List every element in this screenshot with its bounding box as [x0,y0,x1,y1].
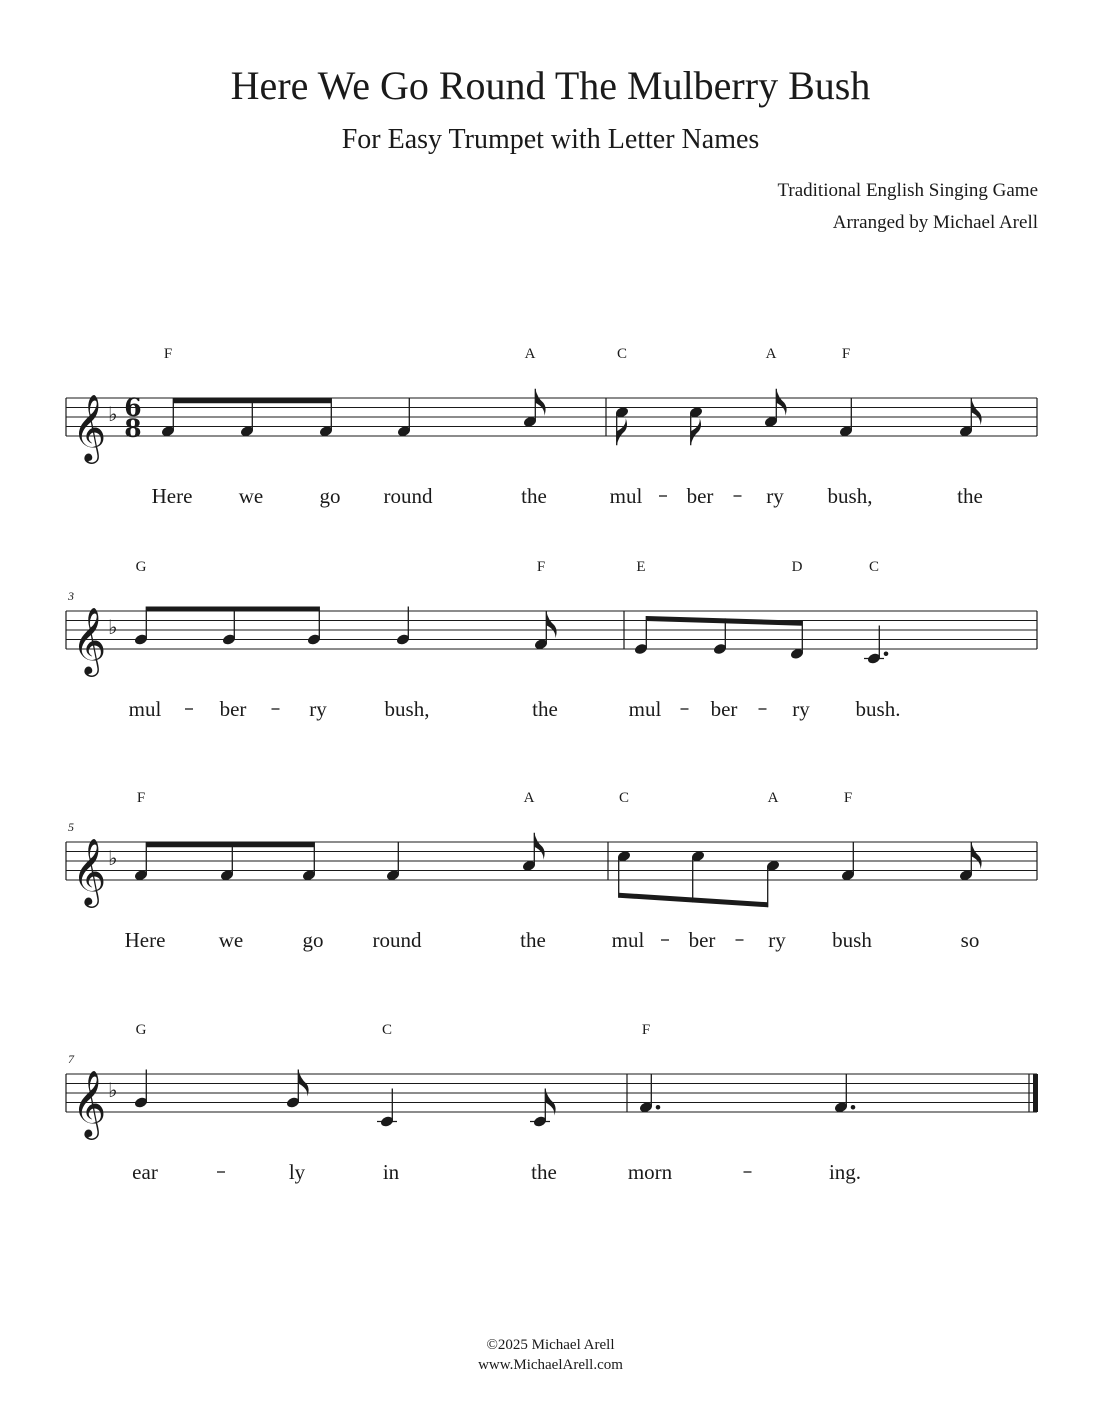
lyric-syllable: round [372,928,422,952]
note [530,1089,556,1128]
staff-system [66,790,1037,952]
staff-system [66,346,1037,508]
lyric-syllable: ber [219,697,247,721]
letter-name: E [636,559,646,575]
letter-name: C [868,559,880,575]
note [534,559,557,651]
flat-icon: ♭ [108,846,118,870]
lyric-syllable: bush, [384,697,430,721]
copyright-notice: ©2025 Michael Arell [486,1337,615,1353]
letter-name: A [767,790,779,806]
note [302,842,317,881]
flat-icon: ♭ [108,615,118,639]
measure-number: 3 [68,589,74,603]
flat-icon: ♭ [108,1078,118,1102]
lyric-syllable: morn [627,1160,673,1184]
flat-icon: ♭ [108,402,118,426]
lyric-syllable: ber [686,484,714,508]
augmentation-dot [884,651,889,656]
letter-name: C [618,790,630,806]
note [691,850,706,903]
note [134,1022,149,1109]
treble-clef-icon: 𝄞 [72,1069,107,1137]
time-signature-top: 6 [124,393,142,422]
website-link[interactable]: www.MichaelArell.com [478,1357,623,1373]
letter-name: A [524,346,536,362]
arranger-credit: Arranged by Michael Arell [832,212,1038,233]
note [639,1022,661,1114]
flag [971,842,981,869]
letter-name: F [641,1022,651,1038]
lyric-syllable: Here [124,928,166,952]
lyric-syllable: so [960,928,980,952]
note [790,559,805,660]
note [615,346,630,445]
lyric-syllable: ry [792,697,810,721]
note [522,790,545,872]
lyric-syllable: round [383,484,433,508]
letter-name: F [843,790,853,806]
note [134,790,149,882]
beam [646,616,802,626]
lyric-syllable: ear [132,1160,158,1184]
augmentation-dot [656,1105,661,1110]
letter-name: F [136,790,146,806]
lyric-syllable: bush [832,928,872,952]
letter-name: F [536,559,546,575]
beam [146,607,319,612]
note [959,398,982,437]
lyric-syllable: the [532,697,558,721]
letter-name: G [135,1022,147,1038]
lyric-syllable: we [218,928,244,952]
augmentation-dot [851,1105,856,1110]
note [523,346,546,428]
lyric-syllable: the [531,1160,557,1184]
note [397,398,412,437]
measure-number: 5 [68,820,74,834]
note [134,559,149,646]
lyric-syllable: go [302,928,324,952]
letter-name: C [381,1022,393,1038]
lyric-syllable: ry [309,697,327,721]
note [222,607,237,646]
letter-name: F [841,346,851,362]
note [240,398,255,437]
note [689,406,704,445]
lyric-syllable: bush. [855,697,901,721]
letter-name: D [791,559,803,575]
note [220,842,235,881]
lyric-syllable: the [520,928,546,952]
treble-clef-icon: 𝄞 [72,837,107,905]
flag [776,389,786,416]
flag [971,398,981,425]
lyric-syllable: the [521,484,547,508]
note [319,398,334,437]
time-signature-bottom: 8 [124,414,142,443]
note [834,1074,856,1113]
note [959,842,982,881]
flag [535,389,545,416]
lyric-syllable: ry [766,484,784,508]
note [634,559,649,655]
note [841,790,856,882]
lyric-syllable: ry [768,928,786,952]
letter-name: A [523,790,535,806]
lyric-syllable: mul [628,697,662,721]
lyric-syllable: ber [710,697,738,721]
composer-credit: Traditional English Singing Game [777,180,1038,201]
flag [534,833,544,860]
final-barline-thick [1033,1074,1038,1112]
lyric-syllable: ber [688,928,716,952]
lyric-syllable: ing. [828,1160,862,1184]
letter-name: A [765,346,777,362]
flag [546,611,556,638]
letter-name: G [135,559,147,575]
song-subtitle: For Easy Trumpet with Letter Names [341,124,760,155]
note [386,842,401,881]
letter-name: C [616,346,628,362]
lyric-syllable: mul [128,697,162,721]
note [617,790,632,898]
lyric-syllable: go [319,484,341,508]
lyric-syllable: ly [288,1160,306,1184]
lyric-syllable: we [238,484,264,508]
note [839,346,854,438]
staff-system [66,559,1037,721]
measure-number: 7 [68,1052,74,1066]
lyric-syllable: mul [609,484,643,508]
note [764,346,787,428]
flag [691,418,701,445]
note [713,618,728,655]
lyric-syllable: Here [151,484,193,508]
lyric-syllable: the [957,484,983,508]
lyric-syllable: in [382,1160,400,1184]
note [396,607,411,646]
note [161,346,176,438]
treble-clef-icon: 𝄞 [72,393,107,461]
note [766,790,781,907]
note [307,607,322,646]
song-title: Here We Go Round The Mulberry Bush [230,63,871,108]
treble-clef-icon: 𝄞 [72,606,107,674]
staff-system [66,1022,1038,1184]
lyric-syllable: mul [611,928,645,952]
lyric-syllable: bush, [827,484,873,508]
beam [146,842,314,847]
letter-name: F [163,346,173,362]
flag [617,418,627,445]
